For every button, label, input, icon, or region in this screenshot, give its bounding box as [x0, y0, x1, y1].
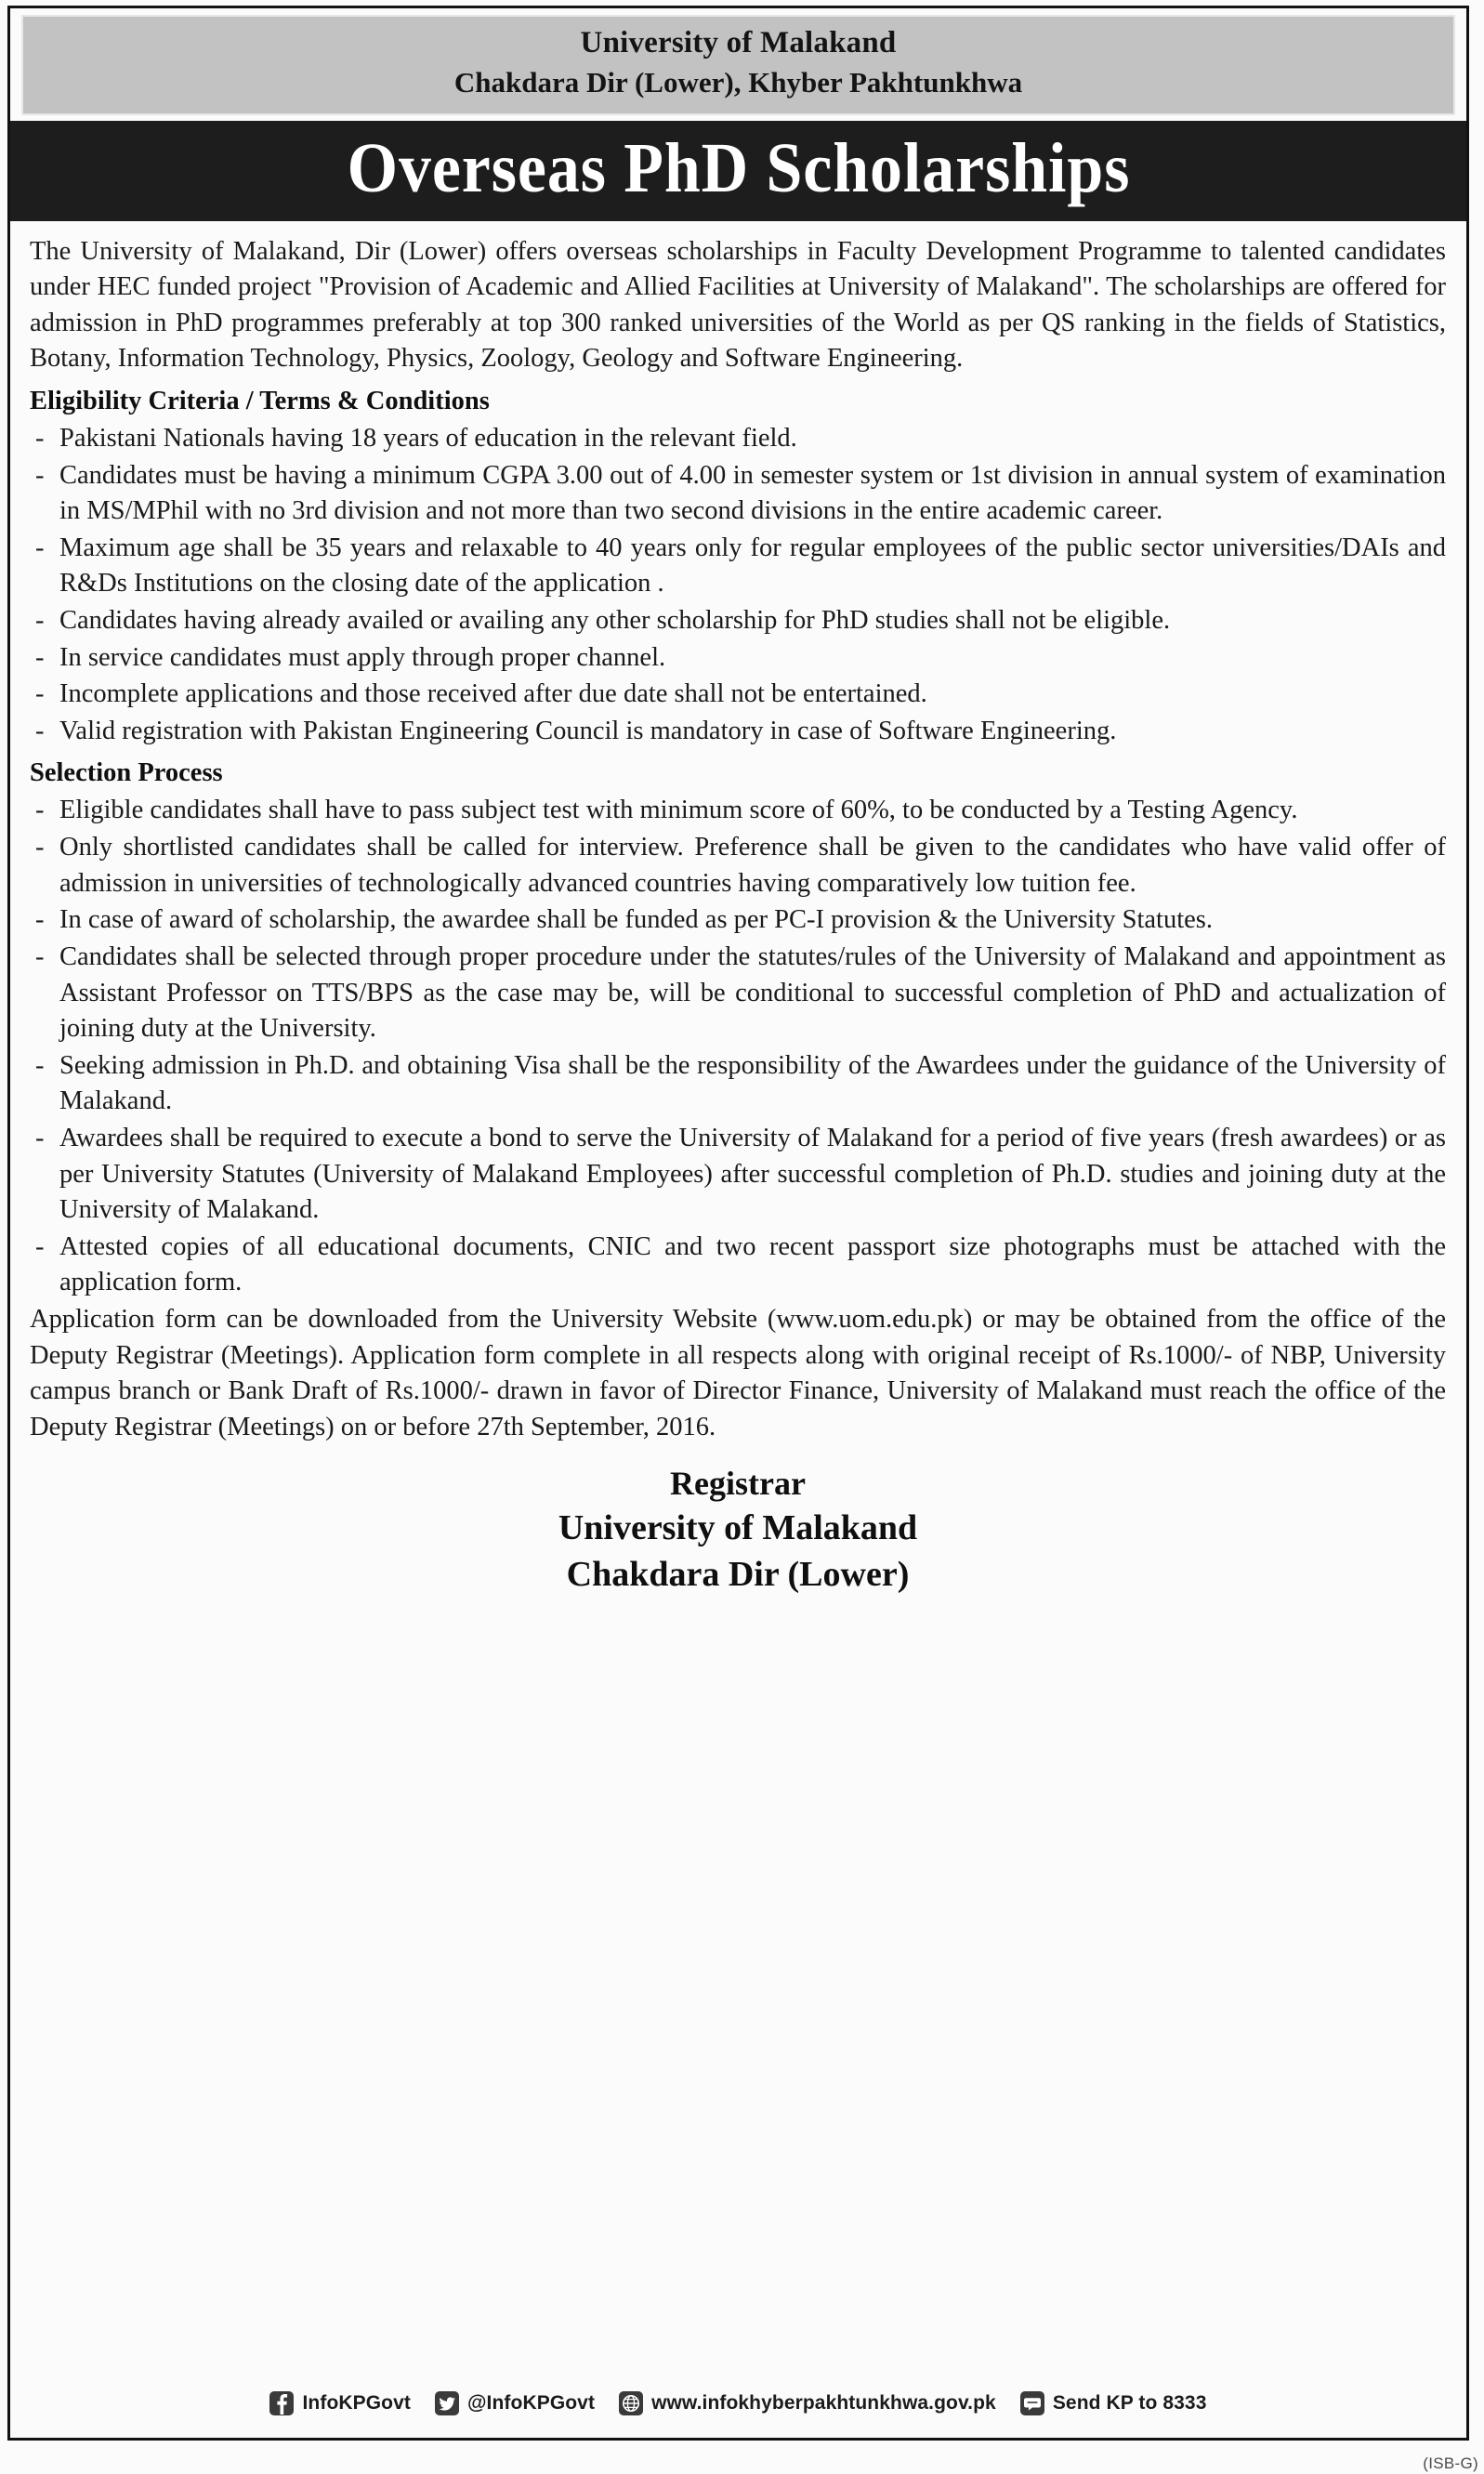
signatory-location: Chakdara Dir (Lower): [566, 1554, 910, 1594]
list-item: [30, 640, 1446, 677]
list-item-text: Candidates shall be selected through proper procedure under the statutes/rules of the University of Malakand and appointment as Assistant Professor on TTS/BPS as the case may be, will be conditional to successful completion of PhD and actualization of joining duty at the University.: [59, 941, 1446, 1044]
signature-block: [30, 1462, 1446, 1598]
bullet-dash: -: [35, 833, 45, 862]
signatory-title: Registrar: [670, 1465, 806, 1503]
facebook-icon: [269, 2391, 294, 2415]
list-item-text: Attested copies of all educational documents, CNIC and two recent passport size photographs must be attached with the application form.: [59, 1231, 1446, 1297]
list-item-text: Candidates having already availed or availing any other scholarship for PhD studies shall not be eligible.: [59, 606, 1171, 636]
list-item: [30, 902, 1446, 939]
footer-label: Send KP to 8333: [1052, 2392, 1207, 2414]
closing-paragraph: Application form can be downloaded from the University Website (www.uom.edu.pk) or may be obtained from the office of the Deputy Registrar (Meetings). Application form complete in all respects along with original receipt of Rs.1000/- of NBP, University campus branch or Bank Draft of Rs.1000/- drawn in favor of Director Finance, University of Malakand must reach the office of the Deputy Registrar (Meetings) on or before 27th September, 2016.: [30, 1305, 1446, 1441]
eligibility-list: [30, 421, 1446, 749]
list-item-text: Valid registration with Pakistan Engineering Council is mandatory in case of Software Engineering.: [59, 716, 1117, 745]
bullet-dash: -: [35, 1050, 45, 1080]
list-item: [30, 830, 1446, 901]
footer-item-sms[interactable]: [1020, 2391, 1207, 2415]
university-name: University of Malakand: [580, 26, 897, 59]
footer-item-twitter[interactable]: [435, 2391, 595, 2415]
bullet-dash: -: [35, 606, 45, 636]
eligibility-heading: Eligibility Criteria / Terms & Conditions: [30, 386, 490, 415]
list-item-text: Awardees shall be required to execute a bond to serve the University of Malakand for a period of five years (fresh awardees) or as per University Statutes (University of Malakand Employees) after successful completion of Ph.D. studies and joining duty at the University of Malakand.: [59, 1123, 1446, 1225]
list-item: [30, 940, 1446, 1047]
university-location: Chakdara Dir (Lower), Khyber Pakhtunkhwa: [453, 66, 1023, 99]
bullet-dash: -: [35, 679, 45, 709]
bullet-dash: -: [35, 905, 45, 935]
list-item: [30, 421, 1446, 457]
bullet-dash: -: [35, 941, 45, 971]
twitter-icon: [435, 2391, 459, 2415]
list-item-text: In case of award of scholarship, the awardee shall be funded as per PC-I provision & the University Statutes.: [59, 905, 1213, 935]
bullet-dash: -: [35, 533, 45, 562]
bullet-dash: -: [35, 716, 45, 745]
bullet-dash: -: [35, 1123, 45, 1152]
list-item-text: Pakistani Nationals having 18 years of education in the relevant field.: [59, 423, 797, 453]
bullet-dash: -: [35, 423, 45, 453]
list-item: [30, 603, 1446, 639]
selection-heading: Selection Process: [30, 758, 223, 788]
banner-title: Overseas PhD Scholarships: [347, 128, 1130, 207]
footer-item-facebook[interactable]: [269, 2391, 411, 2415]
bullet-dash: -: [35, 1231, 45, 1261]
footer-label: @InfoKPGovt: [466, 2392, 596, 2414]
university-header-bar: [21, 15, 1455, 115]
banner: [10, 121, 1466, 221]
list-item: [30, 1121, 1446, 1229]
body: [10, 221, 1466, 1598]
social-footer: [20, 2391, 1456, 2415]
bullet-dash: -: [35, 460, 45, 490]
bullet-dash: -: [35, 796, 45, 825]
list-item-text: Eligible candidates shall have to pass subject test with minimum score of 60%, to be conducted by a Testing Agency.: [59, 796, 1298, 825]
list-item: [30, 793, 1446, 829]
list-item: [30, 714, 1446, 750]
list-item: [30, 1048, 1446, 1120]
list-item-text: Only shortlisted candidates shall be called for interview. Preference shall be given to the candidates who have valid offer of admission in universities of technologically advanced countries having comparatively low tuition fee.: [59, 833, 1446, 898]
list-item-text: Maximum age shall be 35 years and relaxable to 40 years only for regular employees of the public sector universities/DAIs and R&Ds Institutions on the closing date of the application .: [59, 533, 1446, 599]
list-item-text: Seeking admission in Ph.D. and obtaining Visa shall be the responsibility of the Awardees under the guidance of the University of Malakand.: [59, 1050, 1446, 1116]
signatory-institution: University of Malakand: [558, 1508, 918, 1548]
list-item: [30, 1230, 1446, 1301]
selection-list: [30, 793, 1446, 1301]
list-item: [30, 458, 1446, 530]
globe-icon: [619, 2391, 643, 2415]
list-item-text: Candidates must be having a minimum CGPA 3.00 out of 4.00 in semester system or 1st division in annual system of examination in MS/MPhil with no 3rd division and not more than two second divisions in the entire academic career.: [59, 460, 1446, 526]
sms-icon: [1020, 2391, 1044, 2415]
list-item-text: Incomplete applications and those received after due date shall not be entertained.: [59, 679, 927, 709]
footer-label: InfoKPGovt: [302, 2392, 411, 2414]
list-item: [30, 677, 1446, 713]
page-content: [10, 8, 1466, 2438]
footer-label: www.infokhyberpakhtunkhwa.gov.pk: [651, 2392, 996, 2414]
print-code-mark: (ISB-G): [1423, 2454, 1478, 2472]
intro-paragraph: The University of Malakand, Dir (Lower) offers overseas scholarships in Faculty Development Programme to talented candidates under HEC funded project "Provision of Academic and Allied Facilities at University of Malakand". The scholarships are offered for admission in PhD programmes preferably at top 300 ranked universities of the World as per QS ranking in the fields of Statistics, Botany, Information Technology, Physics, Zoology, Geology and Software Engineering.: [30, 236, 1446, 374]
list-item-text: In service candidates must apply through proper channel.: [59, 642, 666, 672]
footer-item-website[interactable]: [619, 2391, 996, 2415]
bullet-dash: -: [35, 642, 45, 672]
list-item: [30, 531, 1446, 602]
